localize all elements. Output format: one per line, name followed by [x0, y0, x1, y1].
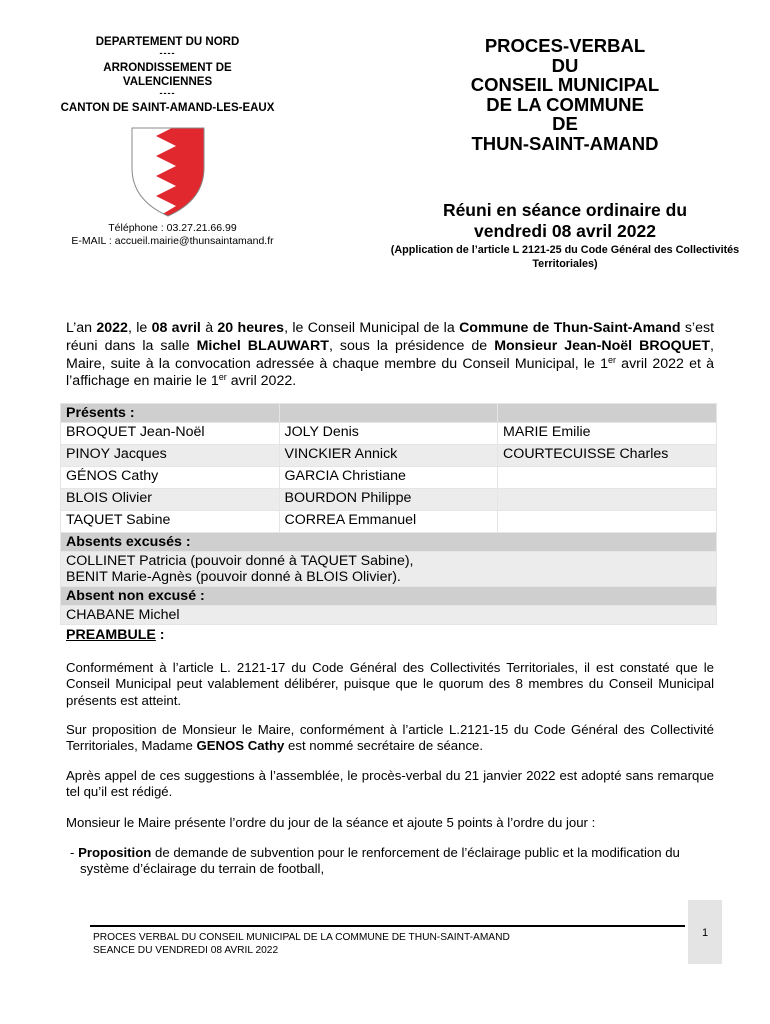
member-name — [498, 511, 717, 533]
footer-session: SEANCE DU VENDREDI 08 AVRIL 2022 — [93, 945, 279, 956]
title-line: DE LA COMMUNE — [486, 93, 644, 115]
table-row — [61, 404, 717, 423]
member-name: TAQUET Sabine — [61, 511, 280, 533]
separator: ---- — [159, 88, 176, 98]
time: 20 heures — [217, 320, 285, 336]
table-row — [61, 587, 717, 606]
left-header — [40, 35, 295, 115]
table-row — [61, 552, 717, 587]
member-name — [498, 489, 717, 511]
member-name: BOURDON Philippe — [279, 489, 498, 511]
arrondissement-label: ARRONDISSEMENT DE — [103, 62, 232, 74]
date: 08 avril — [151, 320, 201, 336]
preambule-paragraph-1: Conformément à l’article L. 2121-17 du Code Général des Collectivités Territoriales, il est constaté que le Conseil Municipal peut valablement délibérer, puisque que le quorum des 8 membres du Conseil Municipal présents est atteint. — [66, 660, 714, 708]
member-name: MARIE Emilie — [498, 423, 717, 445]
session-date: vendredi 08 avril 2022 — [474, 221, 656, 241]
room-name: Michel BLAUWART — [196, 337, 329, 354]
intro-paragraph: L’an 2022, le 08 avril à 20 heures, le Conseil Municipal de la Commune de Thun-Saint-Amand s’est réuni dans la salle Michel BLAUWART, sous la présidence de Monsieur Jean-Noël BROQUET, Maire, suite à la convocation adressée à chaque membre du Conseil Municipal, le 1er avril 2022 et à l’affichage en mairie le 1er avril 2022. — [66, 320, 715, 390]
session-heading — [390, 200, 740, 242]
document-title — [418, 36, 712, 154]
member-name: PINOY Jacques — [61, 445, 280, 467]
table-row — [61, 489, 717, 511]
preambule-paragraph-4: Monsieur le Maire présente l’ordre du jour de la séance et ajoute 5 points à l’ordre du jour : — [66, 815, 596, 830]
excused-members — [61, 552, 717, 587]
table-row — [61, 533, 717, 552]
secretary-name: GENOS Cathy — [196, 738, 285, 754]
title-line: DU — [551, 54, 579, 76]
member-name: JOLY Denis — [279, 423, 498, 445]
preambule-paragraph-3: Après appel de ces suggestions à l’assemblée, le procès-verbal du 21 janvier 2022 est adopté sans remarque tel qu’il est rédigé. — [66, 768, 714, 800]
preambule-paragraph-2: Sur proposition de Monsieur le Maire, conformément à l’article L.2121-15 du Code Général des Collectivité Territoriales, Madame GENOS Cathy est nommé secrétaire de séance. — [66, 722, 714, 754]
title-line: DE — [552, 113, 578, 135]
footer — [93, 931, 510, 957]
session-line: Réuni en séance ordinaire du — [442, 200, 688, 220]
member-name: VINCKIER Annick — [279, 445, 498, 467]
agenda-item: - Proposition de demande de subvention pour le renforcement de l’éclairage public et la modification du système d’éclairage du terrain de football, — [70, 845, 680, 877]
year: 2022 — [96, 320, 128, 336]
arrondissement-name: VALENCIENNES — [122, 76, 213, 88]
member-name — [498, 467, 717, 489]
table-row — [61, 445, 717, 467]
member-name: BROQUET Jean-Noël — [61, 423, 280, 445]
department-label: DEPARTEMENT DU NORD — [95, 36, 240, 48]
member-name: BLOIS Olivier — [61, 489, 280, 511]
excused-label: Absents excusés : — [61, 533, 717, 552]
phone-number: Téléphone : 03.27.21.66.99 — [108, 222, 237, 234]
footer-title: PROCES VERBAL DU CONSEIL MUNICIPAL DE LA COMMUNE DE THUN-SAINT-AMAND — [93, 932, 510, 943]
application-note: (Application de l’article L 2121-25 du Code Général des Collectivités Territoriales) — [390, 244, 740, 270]
title-line: CONSEIL MUNICIPAL — [470, 74, 660, 96]
member-name: GARCIA Christiane — [279, 467, 498, 489]
canton-label: CANTON DE SAINT-AMAND-LES-EAUX — [60, 102, 275, 114]
table-row — [61, 423, 717, 445]
unexcused-member: CHABANE Michel — [61, 606, 717, 625]
title-line: THUN-SAINT-AMAND — [471, 132, 659, 154]
page-number: 1 — [701, 927, 709, 939]
table-row — [61, 606, 717, 625]
member-name: GÉNOS Cathy — [61, 467, 280, 489]
footer-divider — [90, 925, 685, 927]
attendance-table — [60, 403, 717, 625]
president-name: Monsieur Jean-Noël BROQUET — [494, 337, 711, 354]
present-label: Présents : — [61, 404, 280, 423]
preambule-heading: PREAMBULE : — [66, 627, 165, 643]
unexcused-label: Absent non excusé : — [61, 587, 717, 606]
table-row — [61, 467, 717, 489]
title-line: PROCES-VERBAL — [484, 35, 646, 56]
separator: ---- — [159, 48, 176, 58]
excused-member: BENIT Marie-Agnès (pouvoir donné à BLOIS Olivier). — [66, 569, 401, 585]
table-row — [61, 511, 717, 533]
member-name: CORREA Emmanuel — [279, 511, 498, 533]
email-address: E-MAIL : accueil.mairie@thunsaintamand.fr — [71, 235, 274, 247]
member-name: COURTECUISSE Charles — [498, 445, 717, 467]
excused-member: COLLINET Patricia (pouvoir donné à TAQUET Sabine), — [66, 553, 414, 569]
coat-of-arms-icon — [126, 126, 210, 218]
commune-name: Commune de Thun-Saint-Amand — [459, 320, 681, 336]
contact-info — [40, 222, 305, 248]
